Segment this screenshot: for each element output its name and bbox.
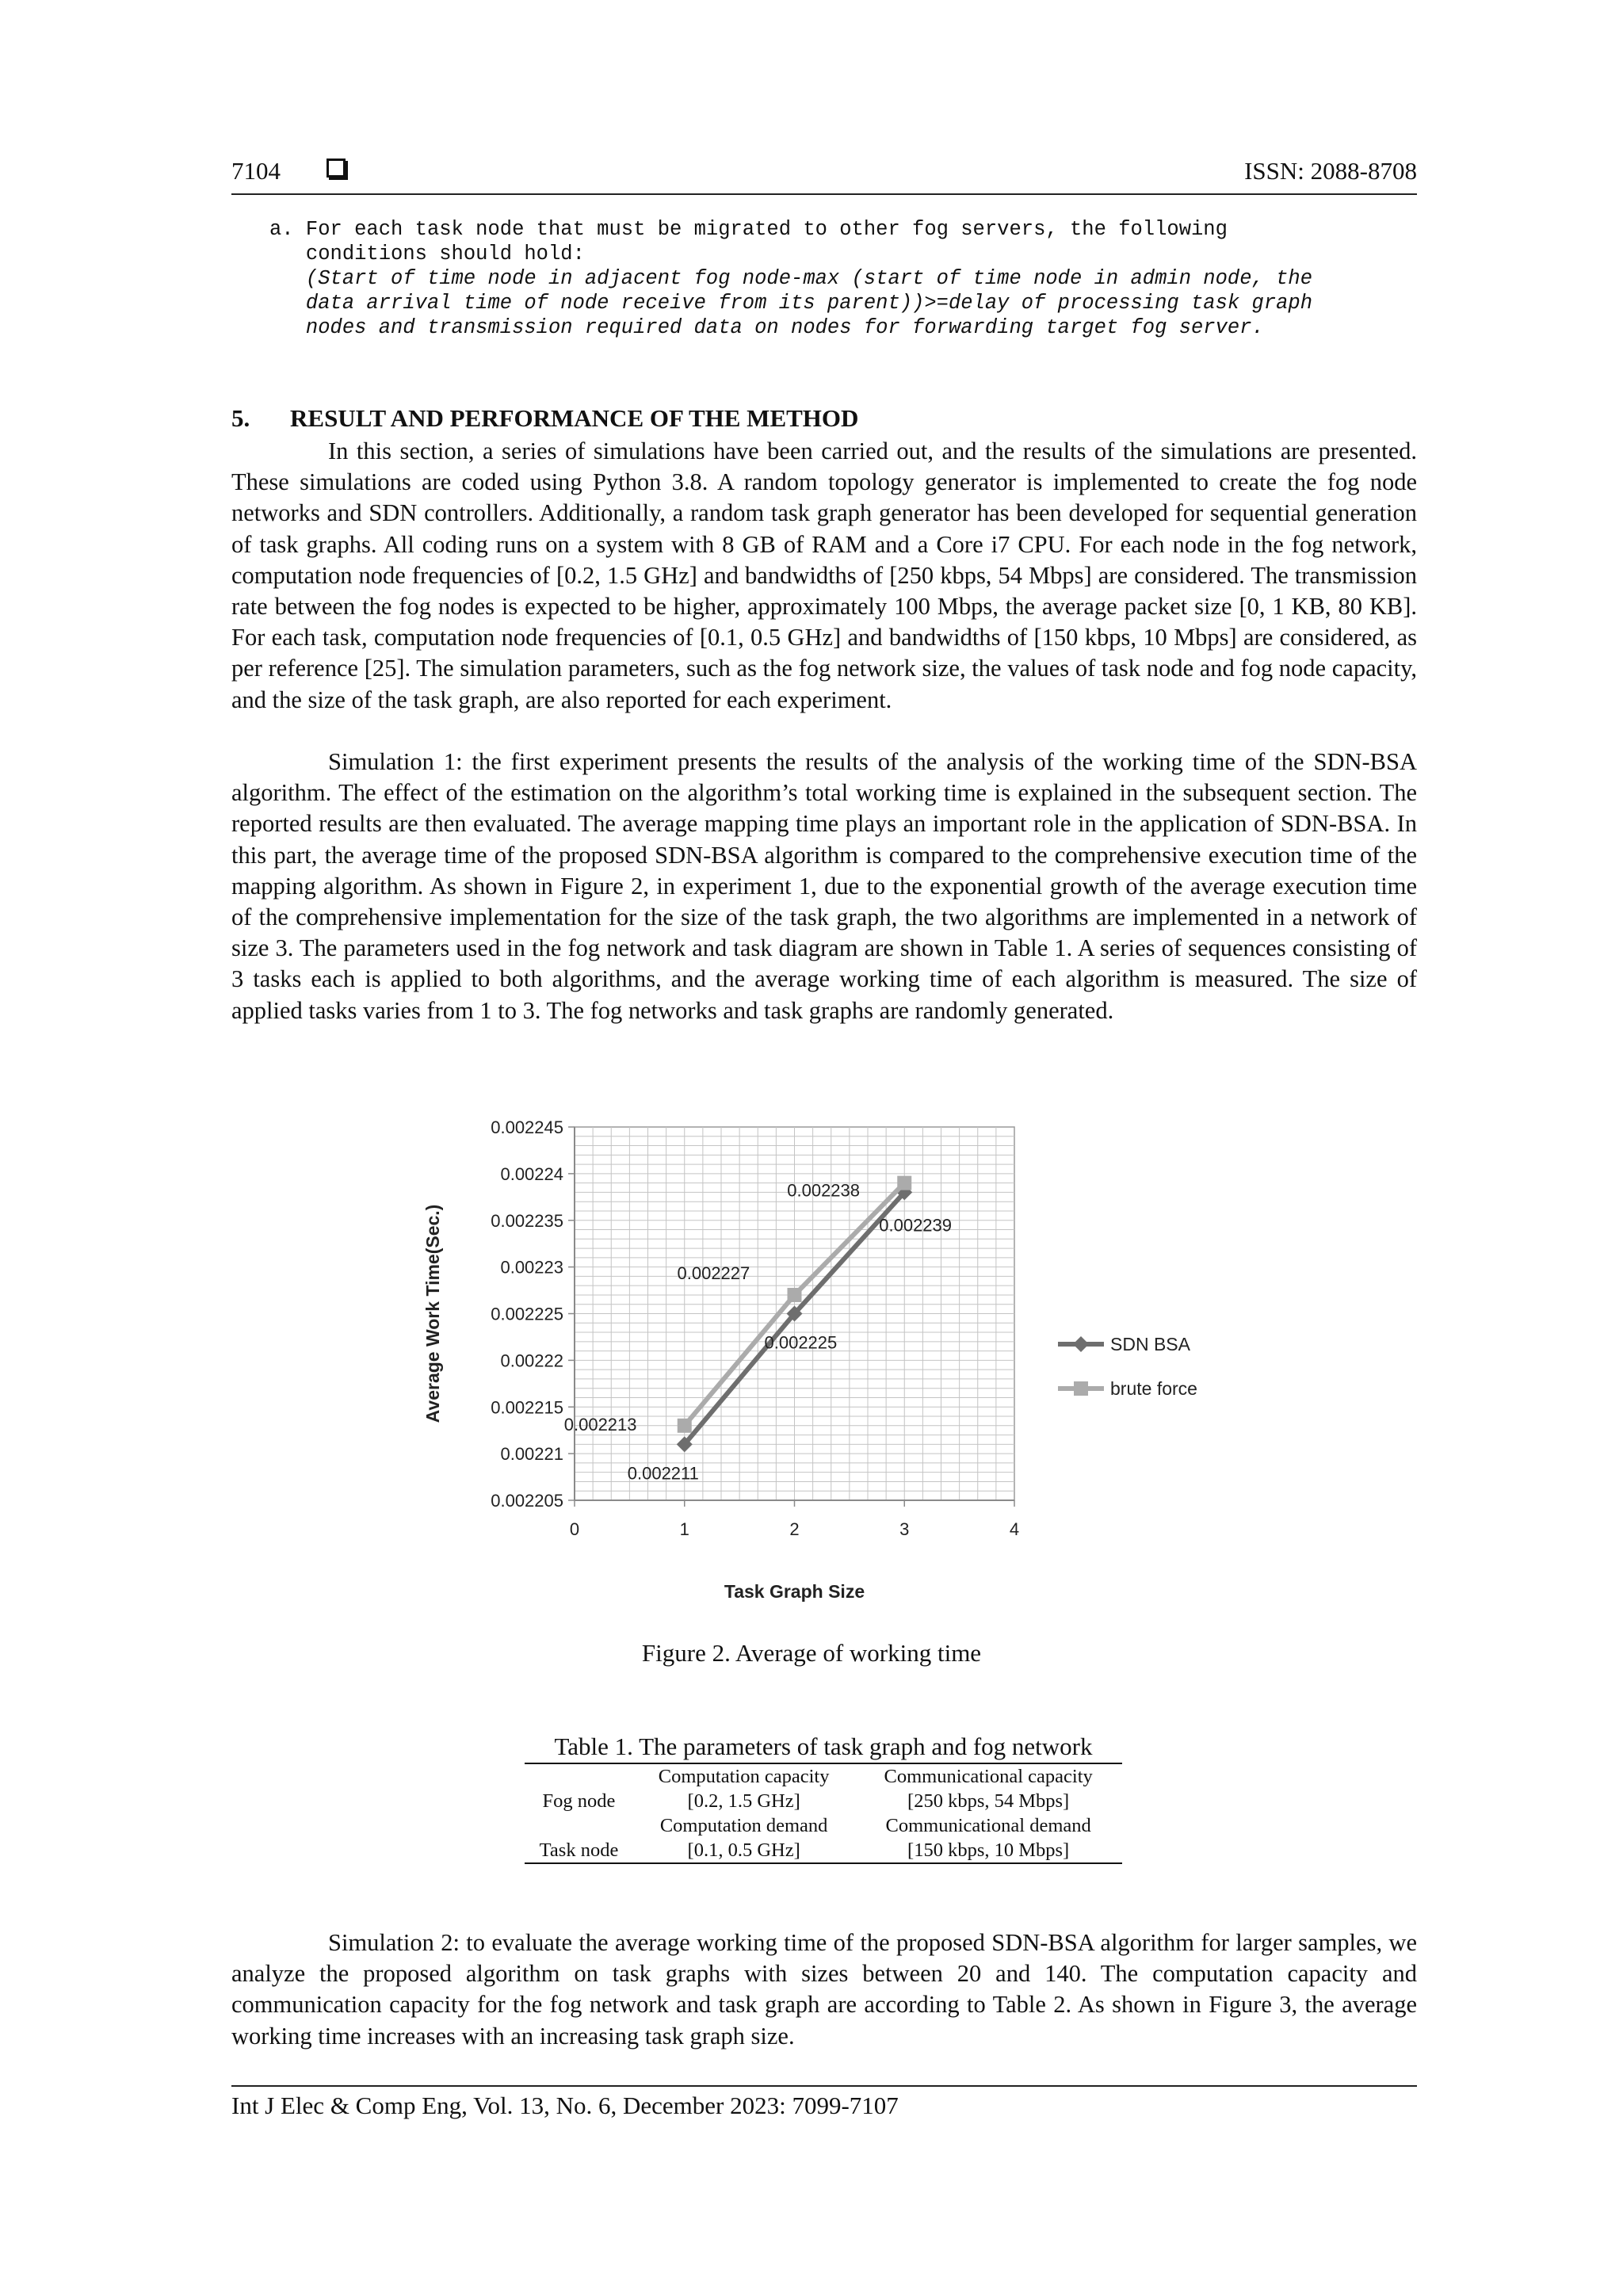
- parameters-table: [525, 1763, 1122, 1864]
- condition-marker: a.: [269, 218, 294, 241]
- working-time-chart: [412, 1110, 1284, 1617]
- paragraph: In this section, a series of simulations have been carried out, and the results of the simulations are presented. These simulations are coded using Python 3.8. A random topology generator is implemented to create the fog node networks and SDN controllers. Additionally, a random task graph generator has been developed for sequential generation of task graphs. All coding runs on a system with 8 GB of RAM and a Core i7 CPU. For each node in the fog network, computation node frequencies of [0.2, 1.5 GHz] and bandwidths of [250 kbps, 54 Mbps] are considered. The transmission rate between the fog nodes is expected to be higher, approximately 100 Mbps, the average packet size [0, 1 KB, 80 KB]. For each task, computation node frequencies of [0.1, 0.5 GHz] and bandwidths of [150 kbps, 10 Mbps] are considered, as per reference [25]. The simulation parameters, such as the fog network size, the values of task node and fog node capacity, and the size of the task graph, are also reported for each experiment.: [231, 437, 1417, 713]
- table-cell: Task node: [525, 1838, 633, 1863]
- y-tick-label: 0.00221: [500, 1444, 563, 1465]
- condition-block: [269, 217, 1426, 340]
- paragraph: Simulation 1: the first experiment presents the results of the analysis of the working time of the SDN-BSA algorithm. The effect of the estimation on the algorithm’s total working time is explained in the subsequent section. The reported results are then evaluated. The average mapping time plays an important role in the application of SDN-BSA. In this part, the average time of the proposed SDN-BSA algorithm is compared to the comprehensive execution time of the mapping algorithm. As shown in Figure 2, in experiment 1, due to the exponential growth of the average execution time of the comprehensive implementation for the size of the task graph, the two algorithms are implemented in a network of size 3. The parameters used in the fog network and task diagram are shown in Table 1. A series of sequences consisting of 3 tasks each is applied to both algorithms, and the average working time of each algorithm is measured. The size of applied tasks varies from 1 to 3. The fog networks and task graphs are randomly generated.: [231, 748, 1417, 1024]
- table-row: [525, 1763, 1122, 1789]
- table-cell: [250 kbps, 54 Mbps]: [907, 1790, 1070, 1812]
- table-cell: [150 kbps, 10 Mbps]: [854, 1838, 1122, 1863]
- square-icon: [327, 159, 346, 178]
- x-tick-label: 4: [1009, 1519, 1020, 1539]
- page-footer: [231, 2085, 1417, 2120]
- table-cell: [0.1, 0.5 GHz]: [633, 1838, 854, 1863]
- legend-label: SDN BSA: [1110, 1334, 1190, 1354]
- table-cell: Computation capacity: [633, 1763, 854, 1789]
- table-row: [525, 1838, 1122, 1863]
- data-label: 0.002213: [563, 1414, 637, 1435]
- table-row: [525, 1789, 1122, 1813]
- data-point-square: [678, 1419, 692, 1433]
- issn: ISSN: 2088-8708: [1244, 157, 1417, 185]
- condition-italic-line: data arrival time of node receive from its parent))>=delay of processing task graph: [305, 292, 1313, 315]
- data-label: 0.002225: [764, 1332, 838, 1353]
- page-number: 7104: [231, 157, 281, 185]
- x-axis-title: Task Graph Size: [724, 1581, 865, 1602]
- condition-italic-line: nodes and transmission required data on nodes for forwarding target fog server.: [305, 316, 1264, 339]
- condition-italic-line: (Start of time node in adjacent fog node-max (start of time node in admin node, the: [305, 267, 1313, 290]
- x-tick-label: 2: [789, 1519, 800, 1539]
- table-cell: Fog node: [542, 1790, 616, 1812]
- condition-line: conditions should hold:: [305, 243, 585, 266]
- data-point-square: [897, 1176, 911, 1190]
- data-label: 0.002239: [879, 1215, 953, 1236]
- y-tick-label: 0.002235: [491, 1210, 563, 1231]
- table-cell: Communicational demand: [885, 1815, 1091, 1836]
- paragraph: Simulation 2: to evaluate the average working time of the proposed SDN-BSA algorithm for larger samples, we analyze the proposed algorithm on task graphs with sizes between 20 and 140. The computation capacity and communication capacity for the fog network and task graph are according to Table 2. As shown in Figure 3, the average working time increases with an increasing task graph size.: [231, 1929, 1417, 2050]
- x-tick-label: 3: [899, 1519, 910, 1539]
- table-row: [525, 1813, 1122, 1838]
- legend-label: brute force: [1110, 1378, 1197, 1399]
- page-header: [231, 155, 1417, 195]
- x-tick-label: 1: [679, 1519, 689, 1539]
- y-tick-label: 0.002225: [491, 1304, 563, 1324]
- footer-citation: Int J Elec & Comp Eng, Vol. 13, No. 6, December 2023: 7099-7107: [231, 2092, 899, 2119]
- table-caption: Table 1. The parameters of task graph and fog network: [554, 1733, 1093, 1760]
- table-cell: [0.2, 1.5 GHz]: [687, 1790, 800, 1812]
- legend-marker-diamond: [1073, 1336, 1089, 1352]
- section-heading: [231, 404, 858, 433]
- figure-caption: Figure 2. Average of working time: [641, 1639, 982, 1667]
- data-label: 0.002238: [787, 1180, 861, 1201]
- section-number: 5.: [231, 404, 250, 432]
- data-label: 0.002211: [627, 1463, 699, 1484]
- y-tick-label: 0.00222: [500, 1350, 563, 1371]
- table-cell: Communicational capacity: [854, 1763, 1122, 1789]
- data-label: 0.002227: [677, 1263, 750, 1283]
- legend-marker-square: [1074, 1381, 1088, 1396]
- section-title: RESULT AND PERFORMANCE OF THE METHOD: [290, 404, 859, 432]
- x-tick-label: 0: [569, 1519, 580, 1539]
- y-tick-label: 0.00223: [500, 1257, 563, 1278]
- y-tick-label: 0.00224: [500, 1163, 563, 1184]
- y-tick-label: 0.002215: [491, 1397, 563, 1418]
- data-point-square: [788, 1288, 802, 1302]
- table-cell: [525, 1813, 633, 1838]
- table-cell: Computation demand: [659, 1815, 828, 1836]
- y-tick-label: 0.002245: [491, 1117, 563, 1137]
- table-cell: [525, 1763, 633, 1789]
- y-axis-title: Average Work Time(Sec.): [422, 1204, 443, 1423]
- condition-line: a. For each task node that must be migrated to other fog servers, the following: [269, 218, 1228, 241]
- y-tick-label: 0.002205: [491, 1491, 563, 1511]
